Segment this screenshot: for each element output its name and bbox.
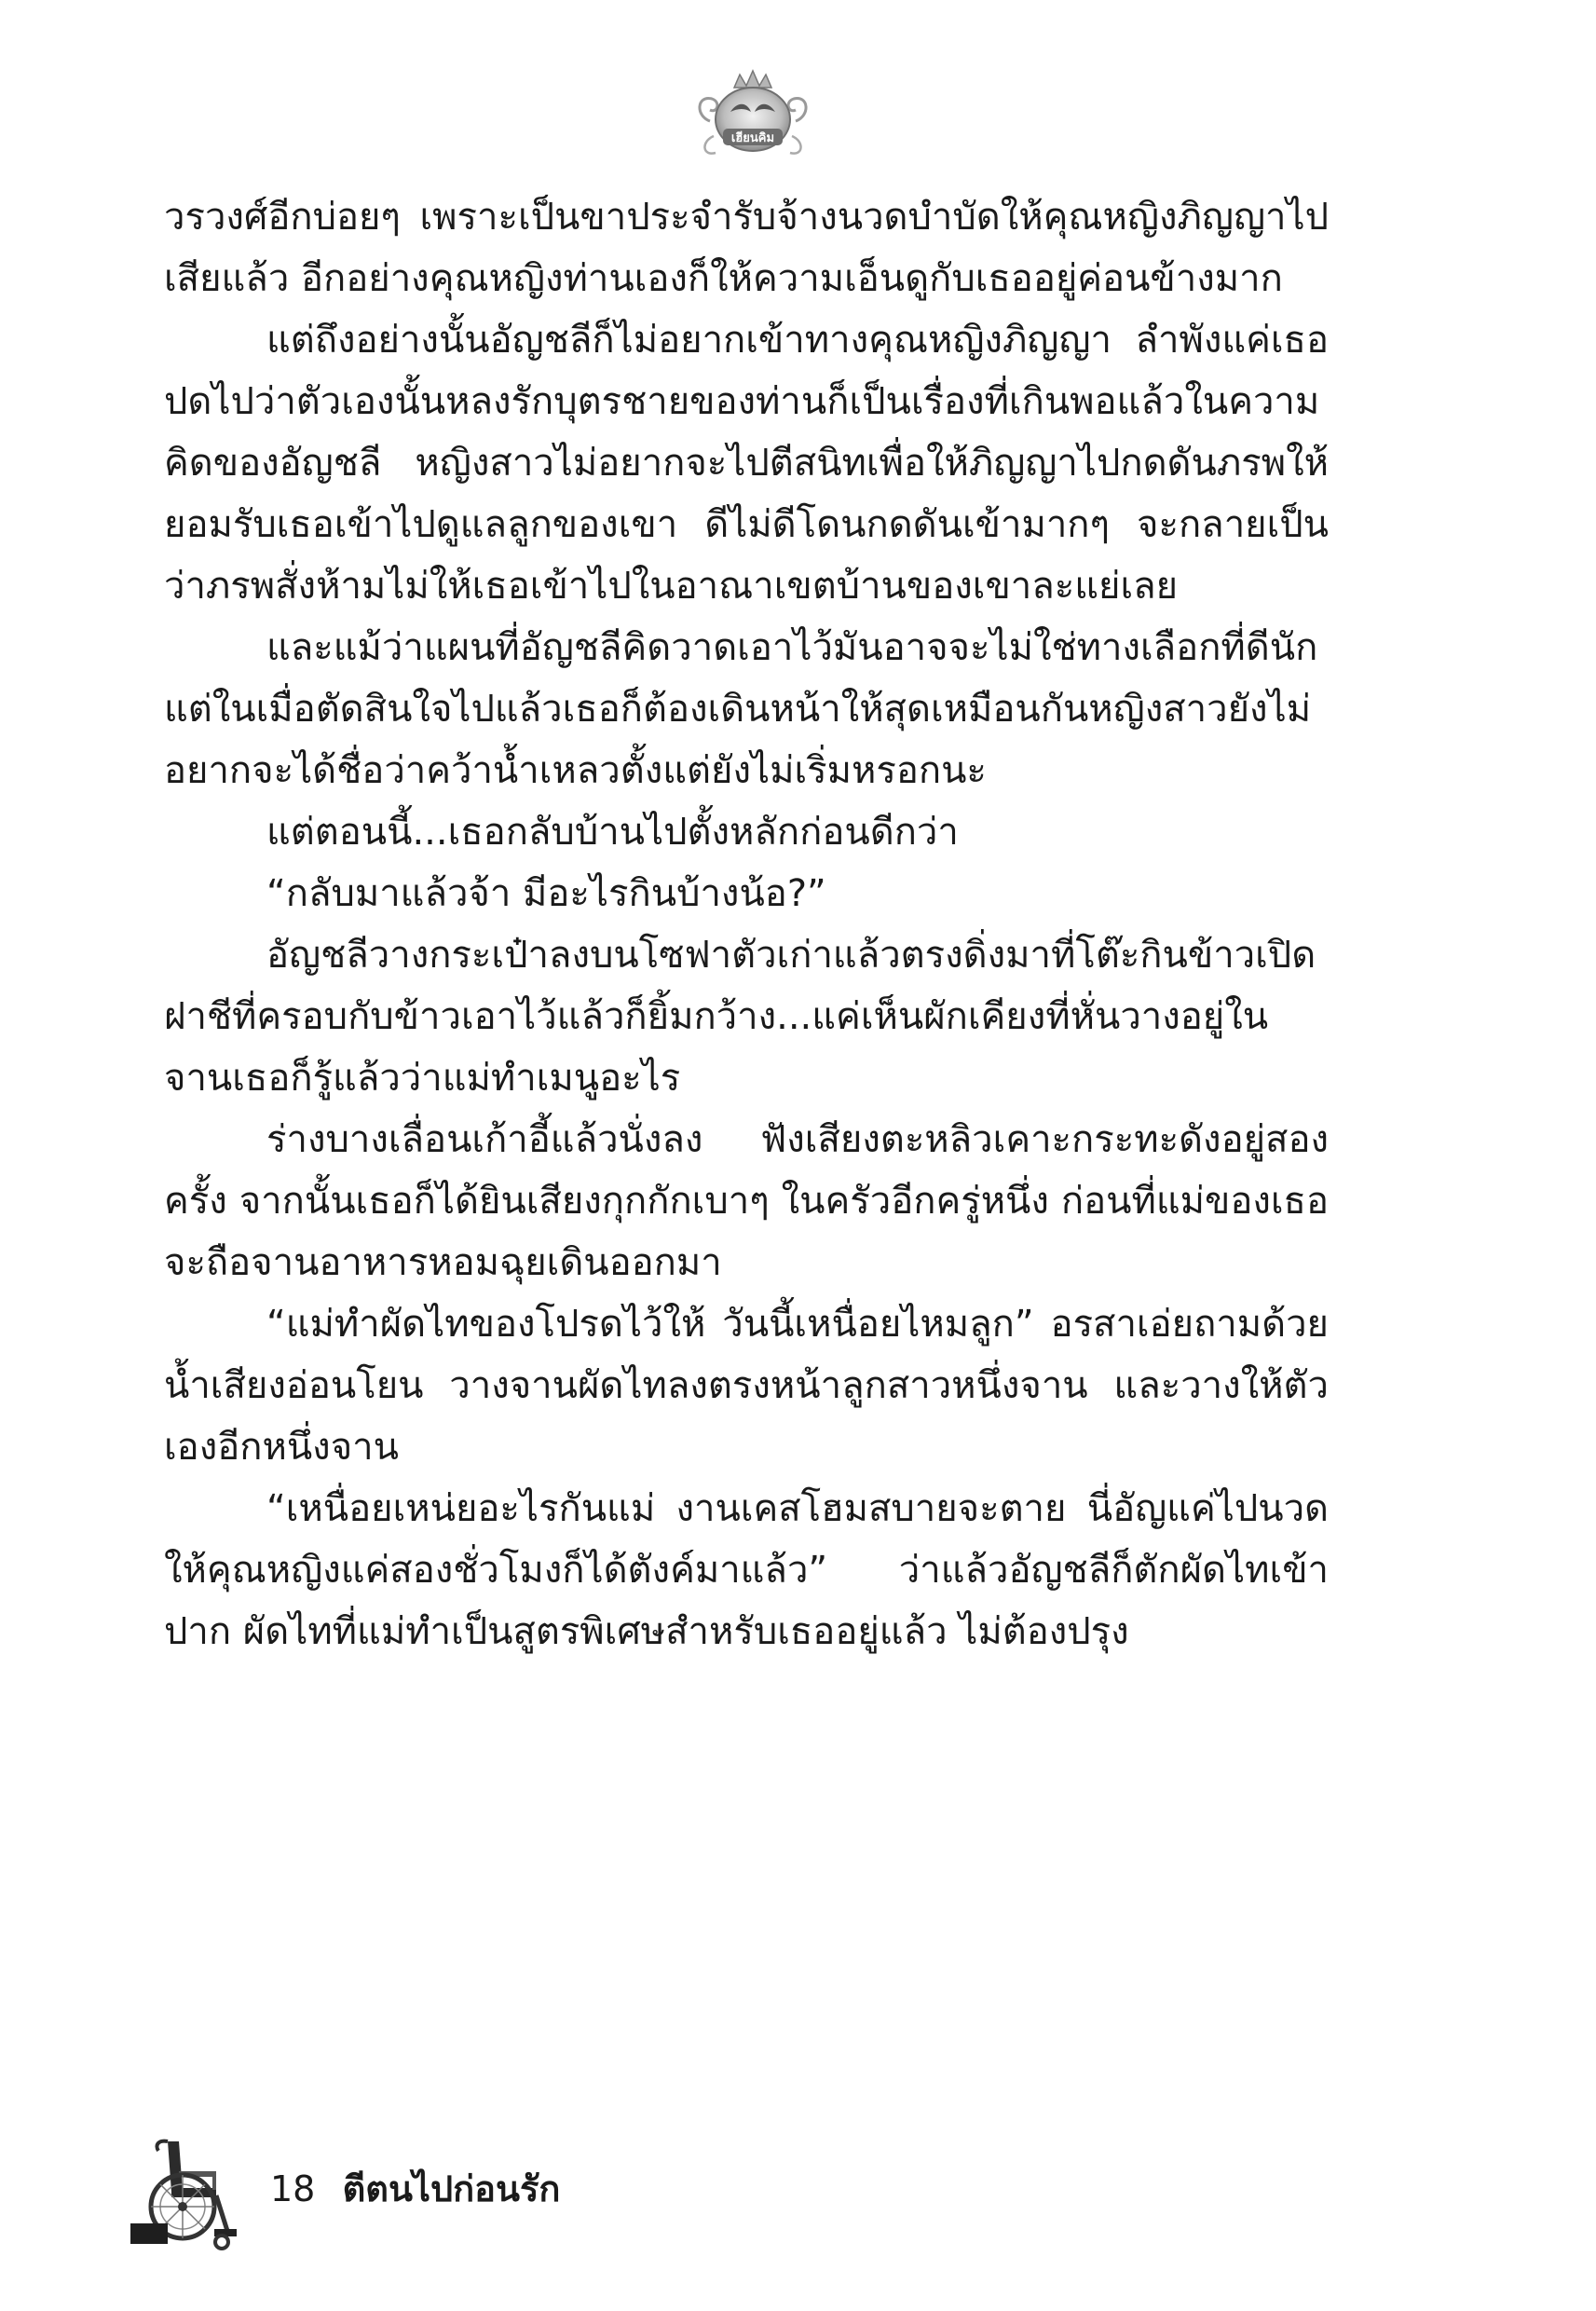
paragraph: “กลับมาแล้วจ้า มีอะไรกินบ้างน้อ?” (266, 872, 826, 915)
ornamental-emblem-icon (693, 67, 812, 170)
wheelchair-icon (130, 2134, 240, 2250)
paragraph: และแม้ว่าแผนที่อัญชลีคิดวาดเอาไว้มันอาจจะไม่ใช่ทางเลือกที่ดีนัก แต่ในเมื่อตัดสินใจไปแล้วเธอก็ต้องเดินหน้าให้สุดเหมือนกันหญิงสาวยังไม่อยากจะได้ชื่อว่าคว้าน้ำเหลวตั้งแต่ยังไม่เริ่มหรอกนะ (164, 626, 1318, 792)
logo-label: เฮียนคิม (730, 131, 775, 145)
page-number: 18 (270, 2168, 316, 2209)
paragraph: วรวงศ์อีกบ่อยๆ เพราะเป็นขาประจำรับจ้างนวดบำบัดให้คุณหญิงภิญญาไปเสียแล้ว อีกอย่างคุณหญิงท่านเองก็ให้ความเอ็นดูกับเธออยู่ค่อนข้างมาก (164, 196, 1329, 300)
body-text (164, 186, 1329, 1662)
paragraph: อัญชลีวางกระเป๋าลงบนโซฟาตัวเก่าแล้วตรงดิ่งมาที่โต๊ะกินข้าวเปิดฝาชีที่ครอบกับข้าวเอาไว้แล้วก็ยิ้มกว้าง...แค่เห็นผักเคียงที่หั่นวางอยู่ในจานเธอก็รู้แล้วว่าแม่ทำเมนูอะไร (164, 934, 1316, 1100)
paragraph: “เหนื่อยเหน่ยอะไรกันแม่ งานเคสโฮมสบายจะตาย นี่อัญแค่ไปนวดให้คุณหญิงแค่สองชั่วโมงก็ได้ตังค์มาแล้ว” ว่าแล้วอัญชลีก็ตักผัดไทเข้าปาก ผัดไทที่แม่ทำเป็นสูตรพิเศษสำหรับเธออยู่แล้ว ไม่ต้องปรุง (164, 1487, 1329, 1653)
paragraph: แต่ถึงอย่างนั้นอัญชลีก็ไม่อยากเข้าทางคุณหญิงภิญญา ลำพังแค่เธอปดไปว่าตัวเองนั้นหลงรักบุตรชายของท่านก็เป็นเรื่องที่เกินพอแล้วในความคิดของอัญชลี หญิงสาวไม่อยากจะไปตีสนิทเพื่อให้ภิญญาไปกดดันภรพให้ยอมรับเธอเข้าไปดูแลลูกของเขา ดีไม่ดีโดนกดดันเข้ามากๆ จะกลายเป็นว่าภรพสั่งห้ามไม่ให้เธอเข้าไปในอาณาเขตบ้านของเขาละแย่เลย (164, 319, 1329, 608)
paragraph: แต่ตอนนี้...เธอกลับบ้านไปตั้งหลักก่อนดีกว่า (266, 811, 959, 854)
paragraph: “แม่ทำผัดไทของโปรดไว้ให้ วันนี้เหนื่อยไหมลูก” อรสาเอ่ยถามด้วยน้ำเสียงอ่อนโยน วางจานผัดไทลงตรงหน้าลูกสาวหนึ่งจาน และวางให้ตัวเองอีกหนึ่งจาน (164, 1303, 1329, 1469)
paragraph: ร่างบางเลื่อนเก้าอี้แล้วนั่งลง ฟังเสียงตะหลิวเคาะกระทะดังอยู่สองครั้ง จากนั้นเธอก็ได้ยินเสียงกุกกักเบาๆ ในครัวอีกครู่หนึ่ง ก่อนที่แม่ของเธอจะถือจานอาหารหอมฉุยเดินออกมา (164, 1118, 1329, 1284)
book-title: ตีตนไปก่อนรัก (342, 2168, 561, 2209)
page-footer (270, 2160, 560, 2217)
